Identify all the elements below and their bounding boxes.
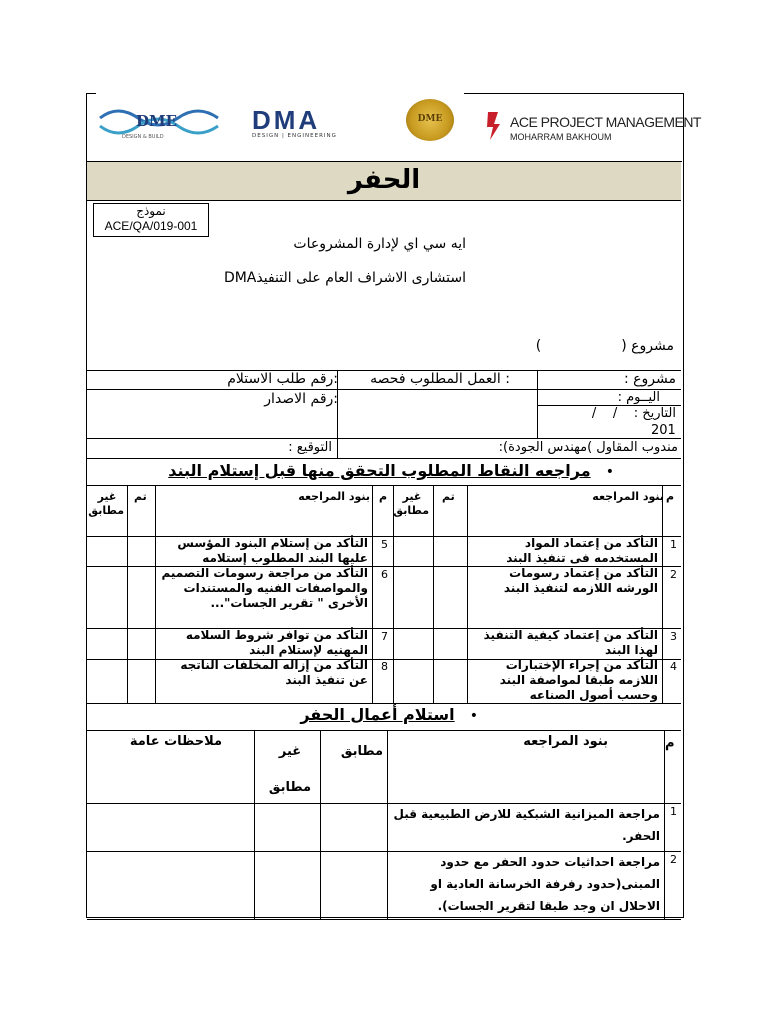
s1-right-n-2: 2 [670, 568, 677, 581]
dme-logo-sub: DESIGN & BUILD [122, 134, 164, 140]
section1-heading [168, 461, 614, 480]
dma-logo-sub: DESIGN | ENGINEERING [252, 133, 337, 139]
info-day: اليــوم : [617, 390, 660, 405]
s1-left-text-6: التأكد من مراجعة رسومات التصميم والمواصفات الفنيه والمستندات الأخرى " تقرير الجسات"... [161, 566, 368, 610]
s1-left-n-6: 6 [381, 568, 388, 581]
s2-header-notes: ملاحظات عامة [129, 734, 222, 749]
form-code: ACE/QA/019-001 [104, 219, 198, 233]
info-rep: مندوب المقاول )مهندس الجودة): [498, 440, 678, 455]
ace-mark-icon [484, 110, 506, 142]
dma-logo [252, 107, 376, 139]
section2-bullet: • [469, 708, 478, 724]
s2-header-notok: غير مطابق [268, 744, 312, 795]
s2-row-text-1: مراجعة الميزانية الشبكية للارض الطبيعية قبل الحفر. [393, 807, 660, 843]
ace-logo [484, 110, 701, 144]
info-signature: التوقيع : [288, 440, 332, 455]
title-bar [87, 162, 681, 201]
seal-logo-text: DME [417, 114, 443, 124]
dma-logo-text: DMA [252, 105, 321, 135]
s1-header-m-right: م [666, 490, 675, 503]
s1-right-n-4: 4 [670, 660, 677, 673]
ace-logo-text: ACE PROJECT MANAGEMENT [510, 114, 701, 130]
s1-header-m-left: م [379, 490, 388, 503]
s1-left-n-8: 8 [381, 660, 388, 673]
org-line-1: ايه سي اي لإدارة المشروعات [293, 236, 466, 252]
s1-right-text-4: التأكد من إجراء الإختبارات اللازمه طبقا لمواصفة البند وحسب أصول الصناعه [499, 658, 658, 702]
seal-logo [406, 99, 454, 141]
s1-right-text-3: التأكد من إعتماد كيفية التنفيذ لهذا البند [483, 628, 658, 657]
info-year: 201 [651, 423, 676, 438]
s2-row-n-1: 1 [670, 805, 677, 818]
s1-left-n-7: 7 [381, 630, 388, 643]
s1-header-done-right: تم [442, 490, 455, 503]
s1-left-text-7: التأكد من توافر شروط السلامه المهنيه لإستلام البند [185, 628, 368, 657]
s1-right-n-3: 3 [670, 630, 677, 643]
project-line: مشروع ( ) [535, 338, 674, 354]
s2-header-ok: مطابق [340, 744, 384, 759]
s1-header-done-left: تم [134, 490, 147, 503]
s1-header-items-left: بنود المراجعه [298, 490, 370, 503]
s1-header-notok-right: غير مطابق [393, 490, 429, 517]
s1-right-text-1: التأكد من إعتماد المواد المستخدمه فى تنفيذ البند [506, 536, 658, 565]
section2-heading [300, 705, 478, 724]
info-date: التاريخ : / / [591, 406, 676, 421]
ace-logo-sub: MOHARRAM BAKHOUM [510, 132, 612, 142]
s1-header-notok-left: غير مطابق [88, 490, 124, 517]
s1-header-items-right: بنود المراجعه [592, 490, 664, 503]
info-project: مشروع : [624, 371, 676, 387]
logo-gap [96, 93, 464, 95]
s1-right-text-2: التأكد من إعتماد رسومات الورشه اللازمه لتنفيذ البند [503, 566, 658, 595]
section1-title: مراجعه النقاط المطلوب التحقق منها قبل إستلام البند [168, 461, 591, 480]
form-label: نموذج [136, 204, 166, 218]
info-work: : العمل المطلوب فحصه [370, 371, 510, 387]
s2-header-m: م [665, 736, 675, 751]
section2-title: استلام أعمال الحفر [300, 705, 455, 724]
s2-row-n-2: 2 [670, 853, 677, 866]
info-request-no: :رقم طلب الاستلام [227, 371, 338, 387]
section1-bullet: • [605, 464, 614, 480]
s1-left-text-5: التأكد من إستلام البنود المؤسس عليها البند المطلوب إستلامه [177, 536, 368, 565]
dme-logo-text: DME [136, 112, 178, 130]
s2-row-text-2: مراجعة احداثيات حدود الحفر مع حدود المبنى(حدود رفرفة الخرسانة العادية او الاحلال ان وجد طبقا لتقرير الجسات). [430, 855, 660, 913]
form-code-box [93, 203, 209, 237]
info-issue-no: :رقم الاصدار [264, 391, 338, 407]
s2-header-items: بنود المراجعه [523, 734, 608, 749]
s1-right-n-1: 1 [670, 538, 677, 551]
s1-left-text-8: التأكد من إزاله المخلفات الناتجه عن تنفيذ البند [180, 658, 368, 687]
s1-left-n-5: 5 [381, 538, 388, 551]
page-title: الحفر [347, 165, 421, 195]
dme-logo [98, 104, 228, 140]
org-line-2: استشارى الاشراف العام على التنفيذDMA [223, 270, 466, 286]
